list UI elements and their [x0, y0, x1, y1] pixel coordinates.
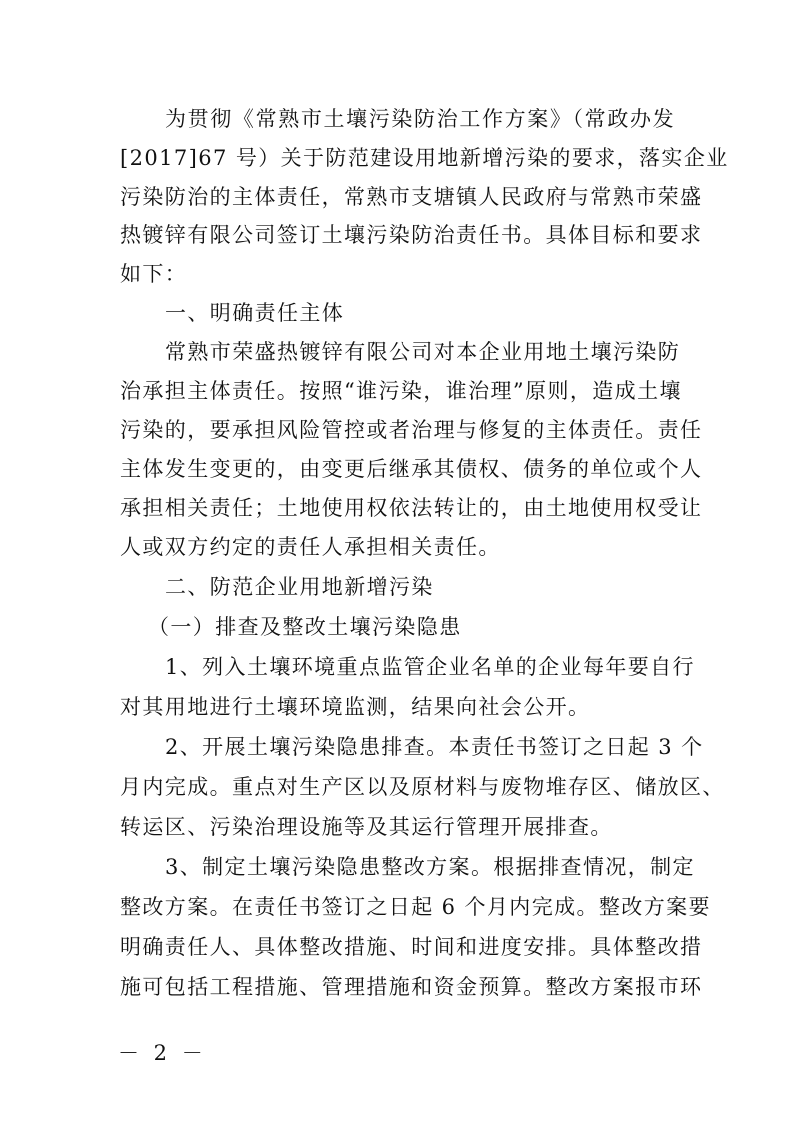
paragraph-line: 对其用地进行土壤环境监测，结果向社会公开。 [120, 695, 591, 719]
paragraph-line: 为贯彻《常熟市土壤污染防治工作方案》（常政办发 [165, 107, 675, 131]
paragraph-line: 明确责任人、具体整改措施、时间和进度安排。具体整改措 [120, 935, 703, 959]
paragraph-line: 施可包括工程措施、管理措施和资金预算。整改方案报市环 [120, 975, 703, 999]
section-heading: 一、明确责任主体 [165, 301, 345, 325]
paragraph-line: 承担相关责任；土地使用权依法转让的，由土地使用权受让 [120, 496, 703, 520]
paragraph-line: 治承担主体责任。按照“谁污染，谁治理”原则，造成土壤 [120, 379, 682, 403]
paragraph-line: 热镀锌有限公司签订土壤污染防治责任书。具体目标和要求 [120, 223, 703, 247]
paragraph-line: 1、列入土壤环境重点监管企业名单的企业每年要自行 [165, 655, 695, 679]
paragraph-line: [2017]67 号）关于防范建设用地新增污染的要求，落实企业 [120, 146, 729, 170]
paragraph-line: 3、制定土壤污染隐患整改方案。根据排查情况，制定 [165, 855, 695, 879]
paragraph-line: 常熟市荣盛热镀锌有限公司对本企业用地土壤污染防 [165, 340, 681, 364]
section-heading: 二、防范企业用地新增污染 [165, 575, 434, 599]
subsection-heading: （一）排查及整改土壤污染隐患 [148, 615, 462, 639]
paragraph-line: 转运区、污染治理设施等及其运行管理开展排查。 [120, 815, 613, 839]
paragraph-line: 整改方案。在责任书签订之日起 6 个月内完成。整改方案要 [120, 895, 711, 919]
paragraph-line: 污染防治的主体责任，常熟市支塘镇人民政府与常熟市荣盛 [120, 185, 703, 209]
paragraph-line: 人或双方约定的责任人承担相关责任。 [120, 535, 501, 559]
page-number: － 2 － [118, 1041, 207, 1065]
paragraph-line: 污染的，要承担风险管控或者治理与修复的主体责任。责任 [120, 418, 703, 442]
paragraph-line: 主体发生变更的，由变更后继承其债权、债务的单位或个人 [120, 457, 703, 481]
paragraph-line: 如下： [120, 262, 188, 286]
paragraph-line: 月内完成。重点对生产区以及原材料与废物堆存区、储放区、 [120, 775, 725, 799]
paragraph-line: 2、开展土壤污染隐患排查。本责任书签订之日起 3 个 [165, 735, 704, 759]
